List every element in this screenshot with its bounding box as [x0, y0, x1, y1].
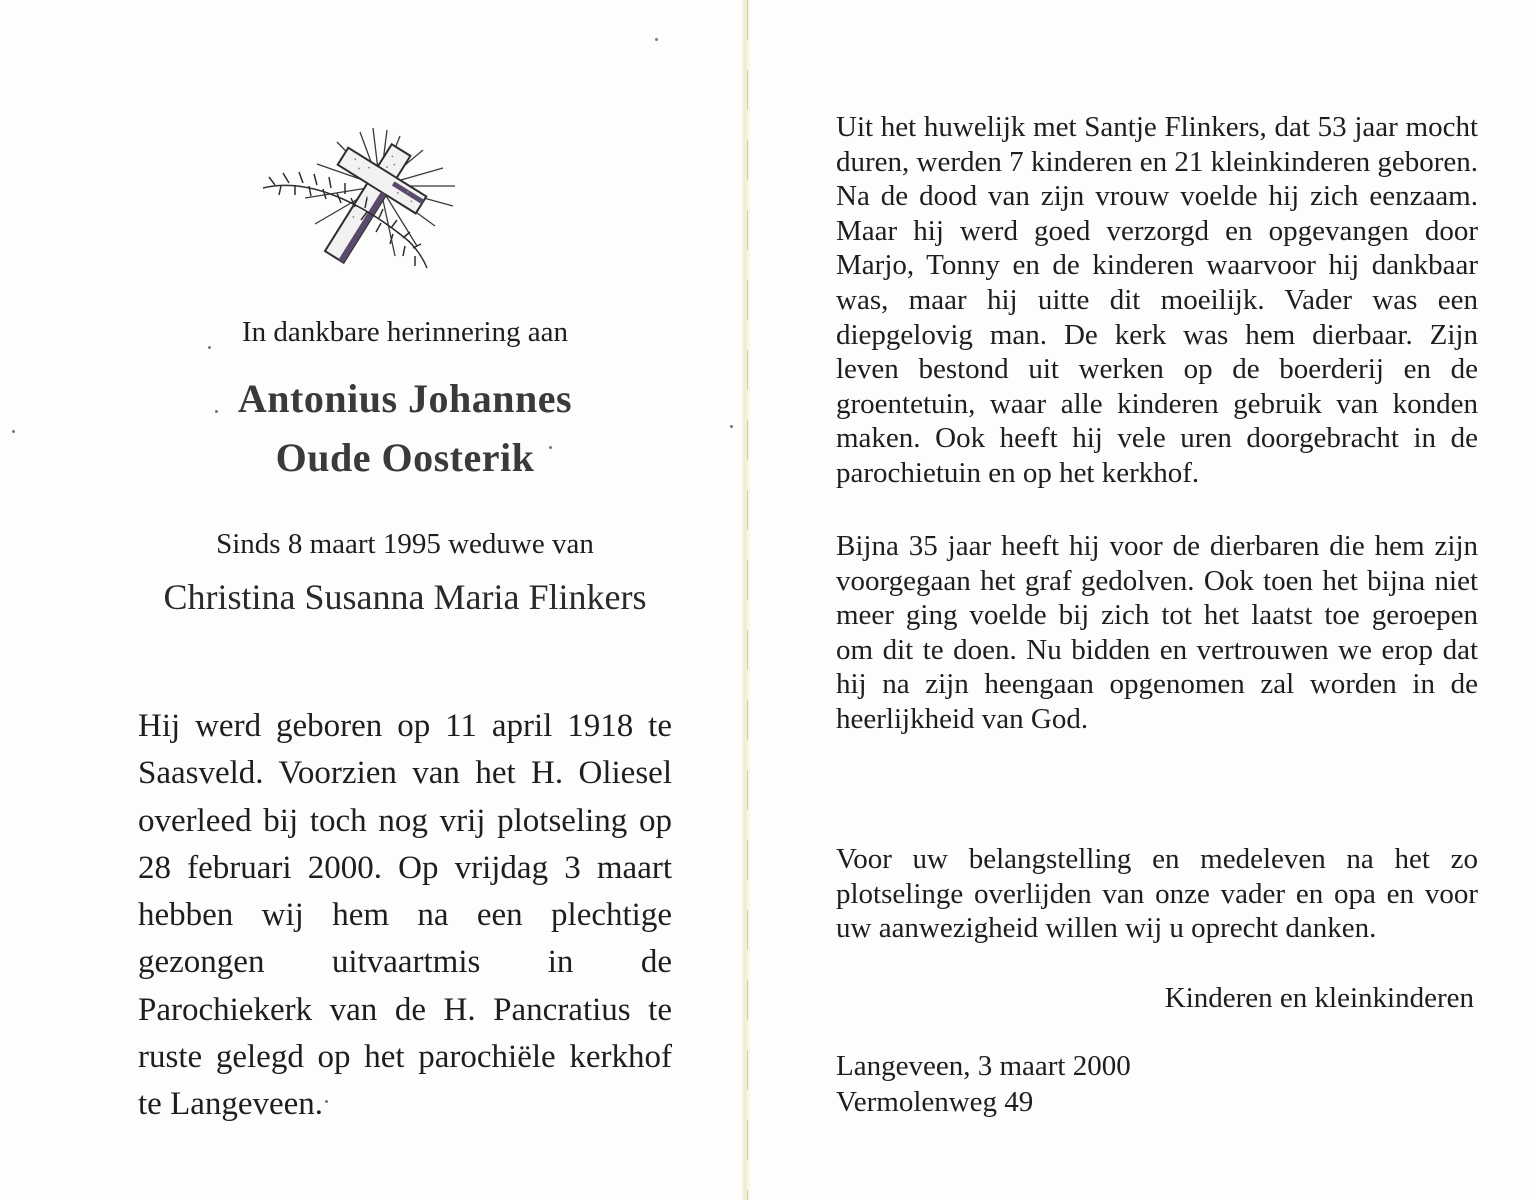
- signature: Kinderen en kleinkinderen: [1164, 982, 1474, 1014]
- fold-crease: [747, 0, 748, 1200]
- family-paragraph: Uit het huwelijk met Santje Flinkers, dat 53 jaar mocht duren, werden 7 kinderen en 21 kleinkinderen geboren. Na de dood van zijn vrouw voelde hij zich eenzaam. Maar hij werd goed verzorgd en opgevangen door Marjo, Tonny en de kinderen waarvoor hij dankbaar was, maar hij uitte dit moeilijk. Vader was een diepgelovig man. De kerk was hem dierbaar. Zijn leven bestond uit werken op de boerderij en de groentetuin, waar alle kinderen gebruik van konden maken. Ook heeft hij vele uren doorgebracht in de parochietuin en op het kerkhof.: [836, 111, 1478, 489]
- deceased-first-names: Antonius Johannes: [237, 376, 573, 421]
- cross-with-palm-icon: [255, 128, 485, 288]
- scan-speck: [215, 410, 218, 413]
- widower-since-line: Sinds 8 maart 1995 weduwe van: [216, 528, 594, 560]
- scan-speck: [325, 1100, 328, 1103]
- biography-paragraph: Hij werd geboren op 11 april 1918 te Saasveld. Voorzien van het H. Oliesel overleed bij toch nog vrij plotseling op 28 februari 2000. Op vrijdag 3 maart hebben wij hem na een plechtige gezongen uitvaartmis in de Parochiekerk van de H. Pancratius te ruste gelegd op het parochiële kerkhof te Langeveen.: [138, 708, 672, 1123]
- spouse-name: Christina Susanna Maria Flinkers: [163, 577, 647, 617]
- memory-line: In dankbare herinnering aan: [241, 316, 569, 348]
- thanks-paragraph: Voor uw belangstelling en medeleven na het zo plotselinge overlijden van onze vader en opa en voor uw aanwezigheid willen wij u oprecht danken.: [836, 843, 1478, 945]
- scan-speck: [655, 38, 658, 41]
- scan-speck: [730, 425, 733, 428]
- deceased-surname: Oude Oosterik: [275, 435, 535, 480]
- gravedigger-paragraph: Bijna 35 jaar heeft hij voor de dierbaren die hem zijn voorgegaan het graf gedolven. Ook toen het bijna niet meer ging voelde bij zich tot het laatst toe geroepen om dit te doen. Nu bidden en vertrouwen we erop dat hij na zijn heengaan opgenomen zal worden in de heerlijkheid van God.: [836, 530, 1478, 735]
- place-date: Langeveen, 3 maart 2000: [836, 1050, 1131, 1082]
- scan-speck: [208, 346, 211, 349]
- place-and-address: [836, 1048, 1131, 1120]
- address: Vermolenweg 49: [836, 1086, 1034, 1118]
- scan-speck: [12, 430, 15, 433]
- card-fold: [741, 0, 751, 1200]
- scan-speck: [549, 446, 552, 449]
